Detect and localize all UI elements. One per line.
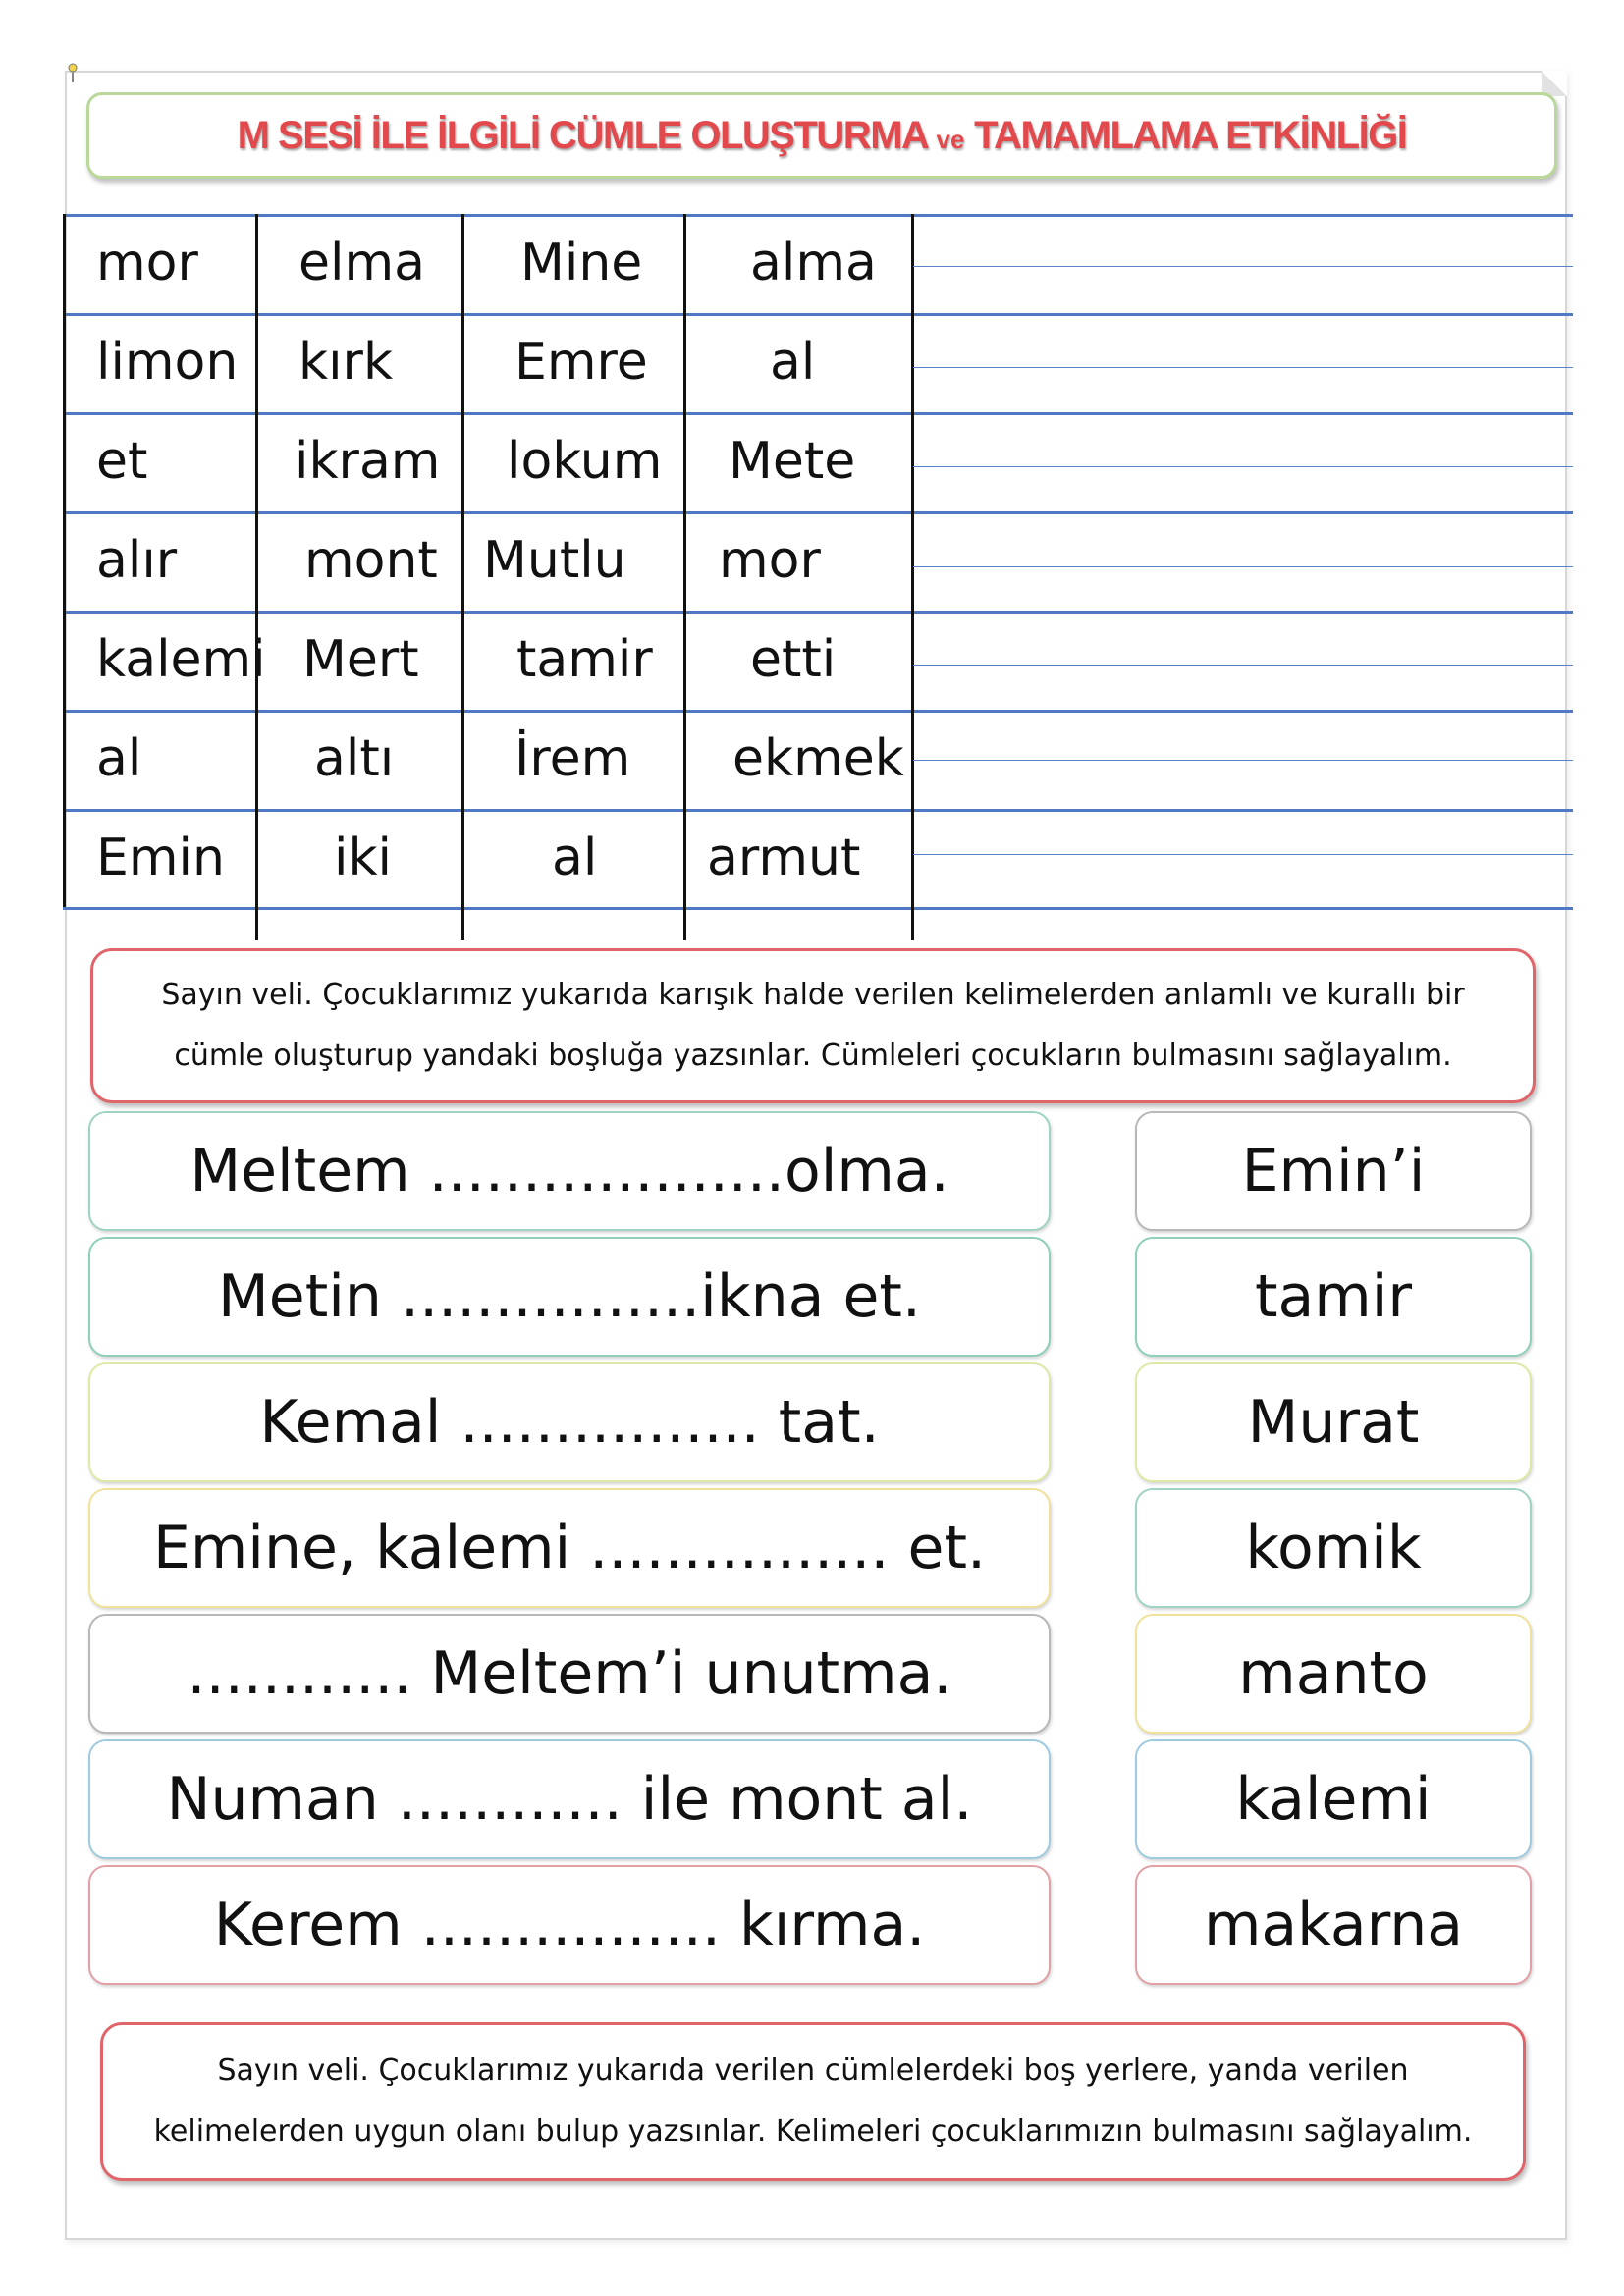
grid-word: limon — [96, 333, 239, 392]
grid-line — [255, 214, 258, 940]
sentence-box[interactable]: Kemal ................ tat. — [88, 1362, 1051, 1482]
word-bank-item[interactable]: tamir — [1135, 1237, 1532, 1357]
word-bank-item[interactable]: Murat — [1135, 1362, 1532, 1482]
word-bank-item[interactable]: makarna — [1135, 1865, 1532, 1985]
grid-word: mont — [304, 531, 438, 590]
note-2-line-2: kelimelerden uygun olanı bulup yazsınlar. Kelimeleri çocuklarımızın bulmasını sağlayalım. — [153, 2114, 1473, 2149]
grid-word: alma — [750, 234, 877, 293]
sentence-writing-line[interactable] — [913, 665, 1573, 666]
grid-word: mor — [96, 234, 198, 293]
title-main: M SESİ İLE İLGİLİ CÜMLE OLUŞTURMA — [237, 113, 927, 157]
parent-note-2 — [100, 2022, 1526, 2181]
grid-line — [63, 313, 1573, 316]
title-connector: ve — [936, 124, 965, 154]
grid-line — [63, 214, 66, 907]
grid-word: al — [96, 729, 142, 788]
grid-word: armut — [707, 828, 861, 887]
grid-word: Mete — [729, 432, 856, 491]
note-1-line-2: cümle oluşturup yandaki boşluğa yazsınlar. Cümleleri çocukların bulmasını sağlayalım. — [174, 1039, 1452, 1073]
grid-word: ekmek — [732, 729, 904, 788]
grid-word: et — [96, 432, 148, 491]
sentence-box[interactable]: Metin ................ikna et. — [88, 1237, 1051, 1357]
grid-line — [911, 214, 914, 940]
grid-word: mor — [719, 531, 821, 590]
sentence-box[interactable]: ............ Meltem’i unutma. — [88, 1614, 1051, 1734]
word-bank-item[interactable]: kalemi — [1135, 1739, 1532, 1859]
grid-line — [683, 214, 686, 940]
title-banner — [86, 92, 1557, 179]
grid-word: elma — [298, 234, 425, 293]
grid-line — [63, 907, 1573, 910]
sentence-box[interactable]: Meltem ...................olma. — [88, 1111, 1051, 1231]
sentence-writing-line[interactable] — [913, 466, 1573, 467]
parent-note-1 — [90, 948, 1536, 1103]
pin-icon — [67, 63, 79, 84]
grid-line — [461, 214, 464, 940]
grid-word: iki — [334, 828, 393, 887]
sentence-writing-line[interactable] — [913, 854, 1573, 855]
title-end: TAMAMLAMA ETKİNLİĞİ — [974, 113, 1407, 157]
word-bank-item[interactable]: manto — [1135, 1614, 1532, 1734]
grid-word: al — [770, 333, 816, 392]
grid-word: ikram — [295, 432, 441, 491]
note-1-line-1: Sayın veli. Çocuklarımız yukarıda karışık halde verilen kelimelerden anlamlı ve kurallı bir — [161, 978, 1465, 1012]
page-title — [238, 114, 1407, 158]
grid-word: Emre — [514, 333, 648, 392]
grid-word: lokum — [507, 432, 663, 491]
grid-word: kalemi — [96, 630, 266, 689]
grid-word: altı — [314, 729, 395, 788]
grid-word: İrem — [514, 729, 631, 788]
word-bank-item[interactable]: komik — [1135, 1488, 1532, 1608]
sentence-writing-line[interactable] — [913, 566, 1573, 567]
sentence-box[interactable]: Numan ............ ile mont al. — [88, 1739, 1051, 1859]
grid-word: alır — [96, 531, 178, 590]
word-grid — [63, 214, 1573, 940]
grid-word: tamir — [516, 630, 653, 689]
sentence-box[interactable]: Kerem ................ kırma. — [88, 1865, 1051, 1985]
grid-word: al — [552, 828, 598, 887]
grid-word: Mine — [520, 234, 643, 293]
word-bank-item[interactable]: Emin’i — [1135, 1111, 1532, 1231]
sentence-box[interactable]: Emine, kalemi ................ et. — [88, 1488, 1051, 1608]
grid-word: etti — [750, 630, 837, 689]
sentence-writing-line[interactable] — [913, 367, 1573, 368]
sentence-writing-line[interactable] — [913, 760, 1573, 761]
sentence-writing-line[interactable] — [913, 266, 1573, 267]
grid-word: kırk — [298, 333, 394, 392]
grid-word: Emin — [96, 828, 225, 887]
grid-word: Mutlu — [483, 531, 626, 590]
grid-word: Mert — [302, 630, 419, 689]
note-2-line-1: Sayın veli. Çocuklarımız yukarıda verilen cümlelerdeki boş yerlere, yanda verilen — [217, 2054, 1409, 2088]
